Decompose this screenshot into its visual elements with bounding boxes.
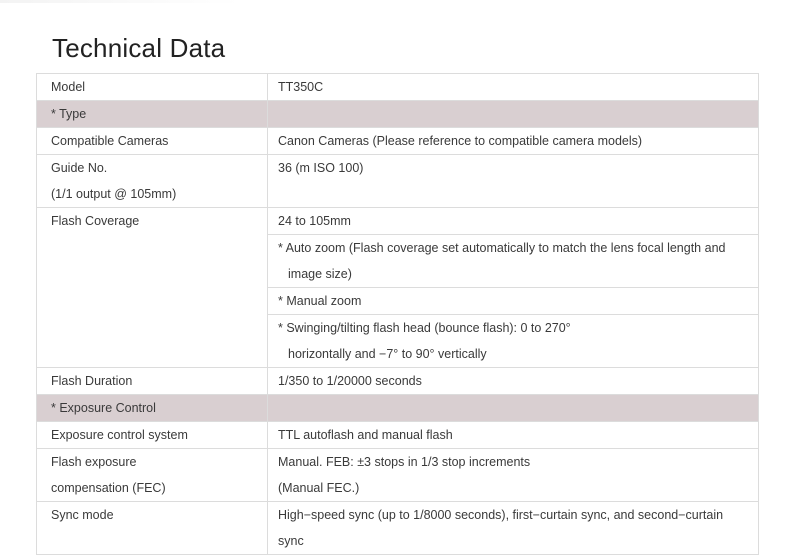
guide-no-value: 36 (m ISO 100)	[278, 161, 364, 175]
flash-coverage-manual-zoom: * Manual zoom	[268, 287, 758, 314]
page-title: Technical Data	[52, 33, 226, 63]
table-row-sync-mode	[37, 502, 759, 555]
model-value: TT350C	[278, 80, 324, 94]
section-row-exposure-control	[37, 395, 759, 422]
compatible-cameras-value: Canon Cameras (Please reference to compatible camera models)	[278, 134, 643, 148]
section-type-label: * Type	[51, 107, 87, 121]
exposure-system-label: Exposure control system	[51, 428, 188, 442]
section-exposure-label: * Exposure Control	[51, 401, 156, 415]
flash-duration-label: Flash Duration	[51, 374, 133, 388]
flash-coverage-auto-zoom: * Auto zoom (Flash coverage set automatically to match the lens focal length and image size)	[268, 234, 758, 287]
fec-value-note: (Manual FEC.)	[278, 481, 360, 495]
table-row-flash-coverage	[37, 208, 759, 368]
table-row-exposure-system	[37, 422, 759, 449]
top-decorative-strip	[0, 0, 240, 3]
model-label: Model	[51, 80, 86, 94]
compatible-cameras-label: Compatible Cameras	[51, 134, 169, 148]
table-row-model	[37, 74, 759, 101]
sync-mode-label: Sync mode	[51, 508, 114, 522]
sync-mode-value: High−speed sync (up to 1/8000 seconds), first−curtain sync, and second−curtain	[278, 508, 724, 522]
table-row-fec	[37, 449, 759, 502]
sync-mode-value-cont: sync	[278, 534, 304, 548]
exposure-system-value: TTL autoflash and manual flash	[278, 428, 453, 442]
technical-data-table	[36, 73, 759, 555]
table-row-compatible-cameras	[37, 128, 759, 155]
table-row-guide-no	[37, 155, 759, 208]
fec-label: Flash exposure	[51, 455, 137, 469]
flash-coverage-label: Flash Coverage	[51, 214, 140, 228]
table-row-flash-duration	[37, 368, 759, 395]
flash-coverage-swing-tilt: * Swinging/tilting flash head (bounce flash): 0 to 270° horizontally and −7° to 90° vertically	[268, 314, 758, 367]
guide-no-label: Guide No.	[51, 161, 108, 175]
section-row-type	[37, 101, 759, 128]
guide-no-label-note: (1/1 output @ 105mm)	[51, 187, 177, 201]
flash-coverage-range: 24 to 105mm	[278, 214, 351, 228]
fec-label-cont: compensation (FEC)	[51, 481, 166, 495]
flash-duration-value: 1/350 to 1/20000 seconds	[278, 374, 422, 388]
fec-value: Manual. FEB: ±3 stops in 1/3 stop increments	[278, 455, 531, 469]
